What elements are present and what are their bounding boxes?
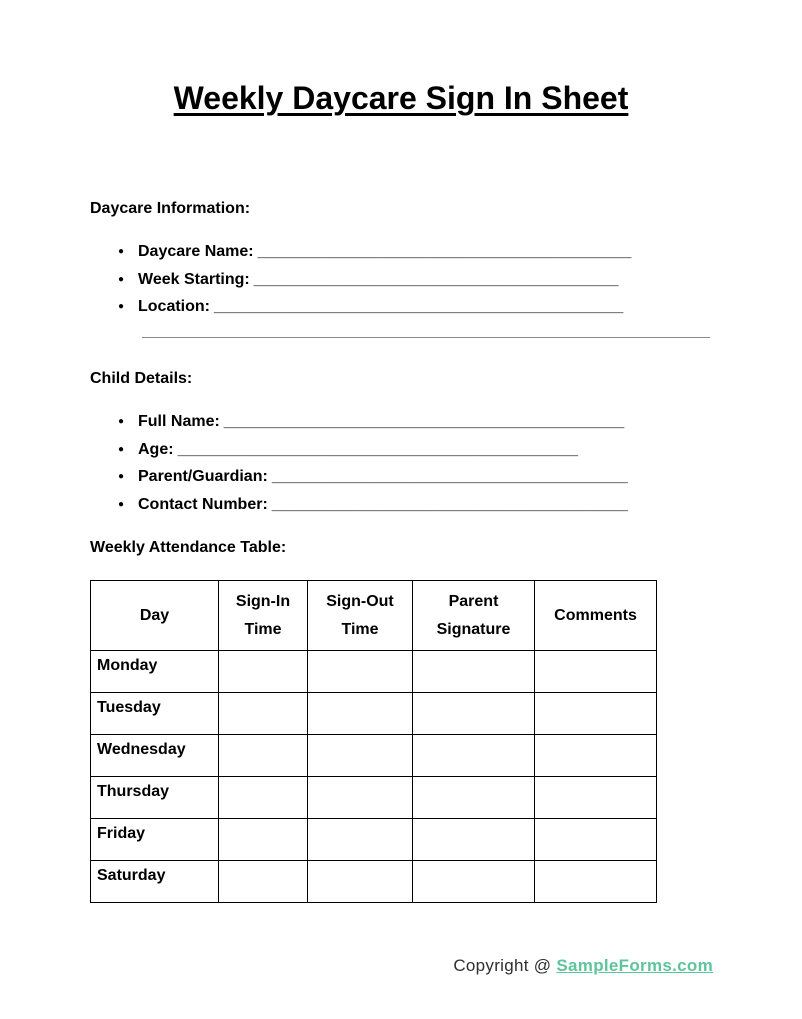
sign-in-cell [219,777,308,819]
day-cell: Wednesday [91,735,219,777]
field-contact-number [90,491,628,519]
location-continuation-line [142,337,710,338]
comments-cell [535,651,657,693]
day-cell: Friday [91,819,219,861]
table-row-monday [91,651,657,693]
field-label: Location: [138,298,210,315]
weekly-attendance-heading: Weekly Attendance Table: [90,539,287,556]
table-row-thursday [91,777,657,819]
comments-cell [535,777,657,819]
daycare-information-heading: Daycare Information: [90,200,251,217]
bullet-icon: ● [118,416,125,427]
table-row-tuesday [91,693,657,735]
table-row-friday [91,819,657,861]
field-location [90,293,631,321]
sign-out-cell [308,861,413,903]
field-parent-guardian [90,463,628,491]
sign-out-cell [308,693,413,735]
signature-cell [413,819,535,861]
field-daycare-name [90,238,631,266]
field-age [90,436,628,464]
column-header-day: Day [91,581,219,651]
day-cell: Thursday [91,777,219,819]
comments-cell [535,819,657,861]
field-label: Daycare Name: [138,243,254,260]
fill-in-line: ______________________________________________ [214,298,624,315]
signature-cell [413,777,535,819]
sign-out-cell [308,735,413,777]
fill-in-line: _________________________________________ [253,270,619,288]
bullet-icon: ● [118,498,125,510]
bullet-icon: ● [118,246,125,257]
copyright-text: Copyright @ [453,956,557,975]
sign-in-cell [219,861,308,903]
field-label: Full Name: [138,413,220,430]
sign-out-cell [308,777,413,819]
column-header-parent-signature: Parent Signature [413,581,535,651]
sampleforms-link[interactable]: SampleForms.com [556,956,713,975]
comments-cell [535,693,657,735]
table-row-wednesday [91,735,657,777]
fill-in-line: _____________________________________________ [177,440,578,458]
signature-cell [413,861,535,903]
signature-cell [413,735,535,777]
fill-in-line: __________________________________________ [257,243,632,260]
column-header-sign-out-time: Sign-Out Time [308,581,413,651]
comments-cell [535,861,657,903]
sign-in-cell [219,819,308,861]
field-week-starting [90,266,631,294]
bullet-icon: ● [118,443,125,455]
child-details-heading: Child Details: [90,370,193,387]
signature-cell [413,693,535,735]
day-cell: Monday [91,651,219,693]
bullet-icon: ● [118,471,125,482]
day-cell: Tuesday [91,693,219,735]
field-label: Parent/Guardian: [138,468,268,485]
sign-in-cell [219,651,308,693]
child-details-list [90,408,628,518]
field-label: Week Starting: [138,270,250,288]
sign-out-cell [308,819,413,861]
page-title: Weekly Daycare Sign In Sheet [173,80,629,116]
sign-in-cell [219,735,308,777]
bullet-icon: ● [118,273,125,285]
day-cell: Saturday [91,861,219,903]
column-header-comments: Comments [535,581,657,651]
column-header-sign-in-time: Sign-In Time [219,581,308,651]
table-row-saturday [91,861,657,903]
sign-in-cell [219,693,308,735]
fill-in-line: ________________________________________ [271,468,628,485]
field-label: Contact Number: [138,495,268,513]
field-label: Age: [138,440,174,458]
signature-cell [413,651,535,693]
comments-cell [535,735,657,777]
table-header-row [91,581,657,651]
fill-in-line: _____________________________________________ [223,413,625,430]
daycare-information-list [90,238,631,321]
sign-out-cell [308,651,413,693]
bullet-icon: ● [118,301,125,312]
footer [0,956,713,976]
weekly-attendance-table [90,580,657,903]
field-full-name [90,408,628,436]
fill-in-line: ________________________________________ [271,495,628,513]
